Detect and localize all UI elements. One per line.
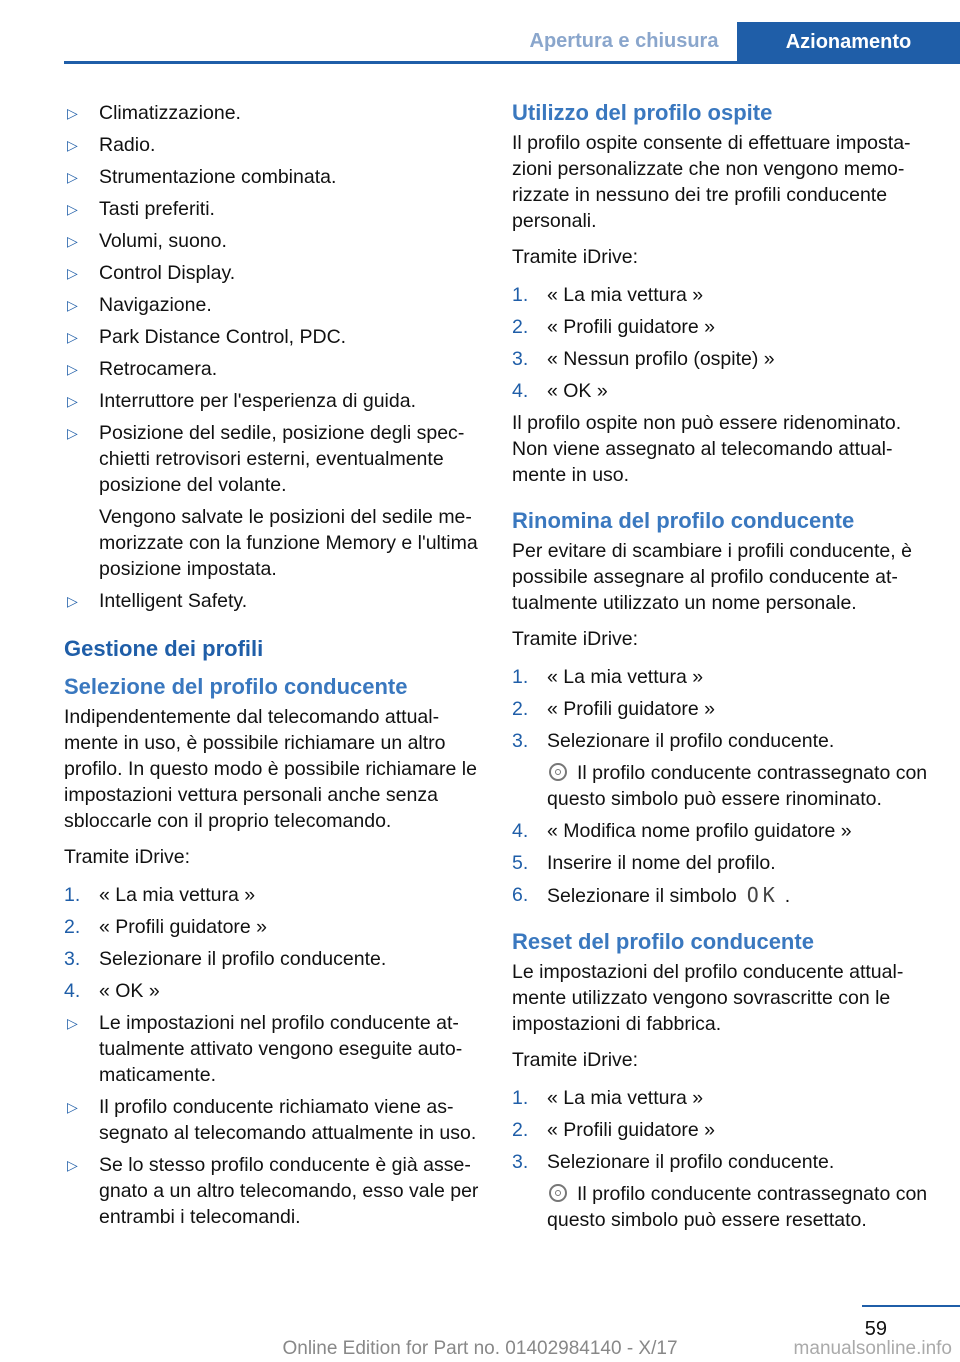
step-item: 1. « La mia vettura » <box>512 284 704 306</box>
step-item: 2. « Profili guidatore » <box>512 698 716 720</box>
via-label: Tramite iDrive: <box>512 246 639 268</box>
triangle-right-icon: ▷ <box>67 233 78 249</box>
triangle-right-icon: ▷ <box>67 1099 78 1115</box>
step-item: 2. « Profili guidatore » <box>512 1119 716 1141</box>
section-heading: Gestione dei profili <box>64 636 264 661</box>
rename-body: Per evitare di scambiare i profili conducente, è possibile assegnare al profilo conducente attualmente utilizzato un nome personale. <box>512 540 912 614</box>
step-item: 4. « OK » <box>512 380 608 402</box>
step-item: 1. « La mia vettura » <box>512 1087 704 1109</box>
triangle-right-icon: ▷ <box>67 361 78 377</box>
triangle-right-icon: ▷ <box>67 393 78 409</box>
triangle-right-icon: ▷ <box>67 105 78 121</box>
page-number: 59 <box>864 1318 887 1340</box>
list-item: ▷ Se lo stesso profilo conducente è già assegnato a un altro telecomando, esso vale per entrambi i telecomandi. <box>67 1154 479 1228</box>
list-item: ▷ Il profilo conducente richiamato viene assegnato al telecomando attualmente in uso. <box>67 1096 477 1144</box>
triangle-right-icon: ▷ <box>67 201 78 217</box>
list-item: ▷ Retrocamera. <box>67 358 218 380</box>
subsection-heading: Selezione del profilo conducente <box>64 674 408 699</box>
triangle-right-icon: ▷ <box>67 137 78 153</box>
step-item: 1. « La mia vettura » <box>512 666 704 688</box>
triangle-right-icon: ▷ <box>67 169 78 185</box>
gear-icon <box>549 763 567 781</box>
header-tab-active: Azionamento <box>737 22 960 61</box>
step-item: 2. « Profili guidatore » <box>512 316 716 338</box>
header-rule <box>64 61 960 64</box>
triangle-right-icon: ▷ <box>67 1157 78 1173</box>
triangle-right-icon: ▷ <box>67 593 78 609</box>
guest-heading: Utilizzo del profilo ospite <box>512 100 773 125</box>
step-item: 4. « Modifica nome profilo guidatore » <box>512 820 852 842</box>
list-item: ▷ Intelligent Safety. <box>67 590 248 612</box>
list-item: ▷ Volumi, suono. <box>67 230 227 252</box>
guest-note: Il profilo ospite non può essere ridenominato. Non viene assegnato al telecomando attualmente in uso. <box>512 412 902 486</box>
list-item: ▷ Interruttore per l'esperienza di guida. <box>67 390 416 412</box>
footer-rule <box>862 1305 960 1307</box>
step-item: 3. Selezionare il profilo conducente. <box>512 730 835 752</box>
list-item: ▷ Control Display. <box>67 262 236 284</box>
list-item: ▷ Strumentazione combinata. <box>67 166 337 188</box>
guest-body: Il profilo ospite consente di effettuare impostazioni personalizzate che non vengono memorizzate in nessuno dei tre profili conducente personali. <box>512 132 911 232</box>
step-item: 3. « Nessun profilo (ospite) » <box>512 348 775 370</box>
list-item: ▷ Radio. <box>67 134 156 156</box>
watermark: manualsonline.info <box>793 1338 952 1359</box>
step-item: 3. Selezionare il profilo conducente. <box>64 948 387 970</box>
step-item: 5. Inserire il nome del profilo. <box>512 852 776 874</box>
step-item: 6. Selezionare il simbolo OK . <box>512 883 791 907</box>
rename-heading: Rinomina del profilo conducente <box>512 508 855 533</box>
step-item: 2. « Profili guidatore » <box>64 916 268 938</box>
step-item: 1. « La mia vettura » <box>64 884 256 906</box>
intro-paragraph: Indipendentemente dal telecomando attualmente in uso, è possibile richiamare un altro profilo. In questo modo è possibile richiamare le impostazioni vettura personali anche senza sbloccarle con il proprio telecomando. <box>64 706 477 832</box>
triangle-right-icon: ▷ <box>67 425 78 441</box>
gear-icon <box>549 1184 567 1202</box>
list-item: ▷ Tasti preferiti. <box>67 198 215 220</box>
reset-step3-note: Il profilo conducente contrassegnato con questo simbolo può essere resettato. <box>547 1183 928 1231</box>
list-item: ▷ Climatizzazione. <box>67 102 241 124</box>
list-item: ▷ Posizione del sedile, posizione degli specchietti retrovisori esterni, eventualmente posizione del volante. <box>67 422 465 496</box>
list-item: ▷ Le impostazioni nel profilo conducente attualmente attivato vengono eseguite automaticamente. <box>67 1012 463 1086</box>
triangle-right-icon: ▷ <box>67 329 78 345</box>
triangle-right-icon: ▷ <box>67 1015 78 1031</box>
seat-note: Vengono salvate le posizioni del sedile memorizzate con la funzione Memory e l'ultima posizione impostata. <box>99 506 478 580</box>
list-item: ▷ Park Distance Control, PDC. <box>67 326 347 348</box>
edition-footer: Online Edition for Part no. 01402984140 - X/17 <box>282 1338 678 1359</box>
header-tab-inactive: Apertura e chiusura <box>529 30 719 52</box>
triangle-right-icon: ▷ <box>67 265 78 281</box>
via-label: Tramite iDrive: <box>64 846 191 868</box>
reset-body: Le impostazioni del profilo conducente attualmente utilizzato vengono sovrascritte con le impostazioni di fabbrica. <box>512 961 904 1035</box>
via-label: Tramite iDrive: <box>512 1049 639 1071</box>
step-item: 3. Selezionare il profilo conducente. <box>512 1151 835 1173</box>
right-column <box>512 100 940 1239</box>
ok-symbol-icon: OK <box>746 883 779 907</box>
list-item: ▷ Navigazione. <box>67 294 212 316</box>
left-column <box>64 100 484 1236</box>
step-item: 4. « OK » <box>64 980 160 1002</box>
reset-heading: Reset del profilo conducente <box>512 929 814 954</box>
rename-step3-note: Il profilo conducente contrassegnato con questo simbolo può essere rinominato. <box>547 762 928 810</box>
triangle-right-icon: ▷ <box>67 297 78 313</box>
via-label: Tramite iDrive: <box>512 628 639 650</box>
